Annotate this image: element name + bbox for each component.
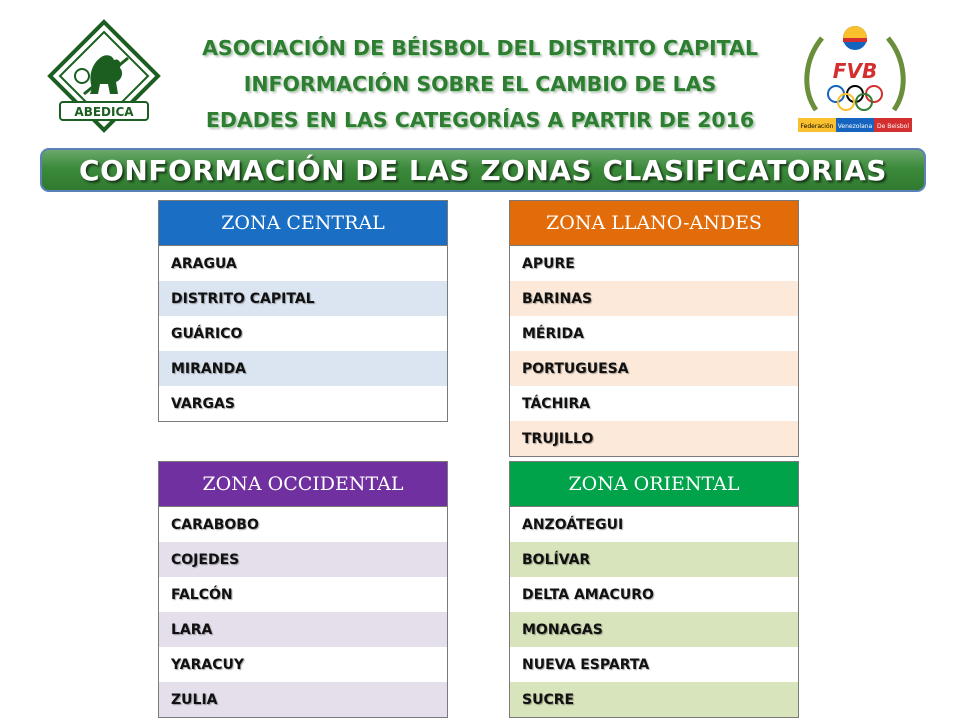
zone-llano-andes-item: PORTUGUESA	[510, 351, 798, 386]
zone-llano-andes-item: TRUJILLO	[510, 421, 798, 456]
abedica-logo-text: ABEDICA	[74, 105, 134, 119]
zone-oriental-item: ANZOÁTEGUI	[510, 507, 798, 542]
fvb-ribbon-text-3: De Beisbol	[877, 123, 909, 130]
zone-oriental-title: ZONA ORIENTAL	[510, 462, 798, 507]
zone-llano-andes-item: BARINAS	[510, 281, 798, 316]
zone-llano-andes-item: MÉRIDA	[522, 325, 584, 342]
header-line-1: ASOCIACIÓN DE BÉISBOL DEL DISTRITO CAPITAL	[202, 36, 758, 60]
abedica-logo	[44, 18, 164, 134]
zone-occidental-item: CARABOBO	[159, 507, 447, 542]
zone-occidental-item: ZULIA	[159, 682, 447, 717]
header-line-2: INFORMACIÓN SOBRE EL CAMBIO DE LAS	[243, 72, 717, 96]
zone-llano-andes-title: ZONA LLANO-ANDES	[510, 201, 798, 246]
zone-central-title: ZONA CENTRAL	[159, 201, 447, 246]
zone-oriental-table	[509, 461, 799, 718]
zone-occidental-item: YARACUY	[171, 656, 245, 673]
zone-central-item: ARAGUA	[159, 246, 447, 281]
fvb-logo-text: FVB	[832, 59, 878, 83]
zone-central-item: GUÁRICO	[171, 325, 243, 342]
zones-banner	[40, 148, 926, 192]
zone-llano-andes-item: APURE	[510, 246, 798, 281]
zone-occidental-item: LARA	[159, 612, 447, 647]
zone-occidental-table	[158, 461, 448, 718]
zone-occidental-item: COJEDES	[159, 542, 447, 577]
zone-oriental-item: NUEVA ESPARTA	[522, 656, 650, 673]
zone-llano-andes-table	[509, 200, 799, 457]
zone-oriental-item: SUCRE	[510, 682, 798, 717]
page-header	[170, 30, 790, 138]
zone-oriental-item: MONAGAS	[510, 612, 798, 647]
fvb-ribbon-text-2: Venezolana	[837, 123, 873, 130]
zone-central-item: MIRANDA	[159, 351, 447, 386]
fvb-ribbon-text-1: Federación	[800, 123, 834, 130]
zone-central-item: VARGAS	[171, 395, 235, 412]
zone-oriental-item: BOLÍVAR	[510, 542, 798, 577]
header-line-3: EDADES EN LAS CATEGORÍAS A PARTIR DE 2016	[205, 108, 755, 132]
zone-central-item: DISTRITO CAPITAL	[159, 281, 447, 316]
zone-oriental-item: DELTA AMACURO	[522, 586, 654, 603]
zone-central-table	[158, 200, 448, 422]
zone-llano-andes-item: TÁCHIRA	[522, 395, 591, 412]
fvb-logo	[796, 20, 914, 138]
zone-occidental-title: ZONA OCCIDENTAL	[159, 462, 447, 507]
zone-occidental-item: FALCÓN	[171, 586, 233, 603]
banner-title: CONFORMACIÓN DE LAS ZONAS CLASIFICATORIAS	[79, 153, 887, 187]
